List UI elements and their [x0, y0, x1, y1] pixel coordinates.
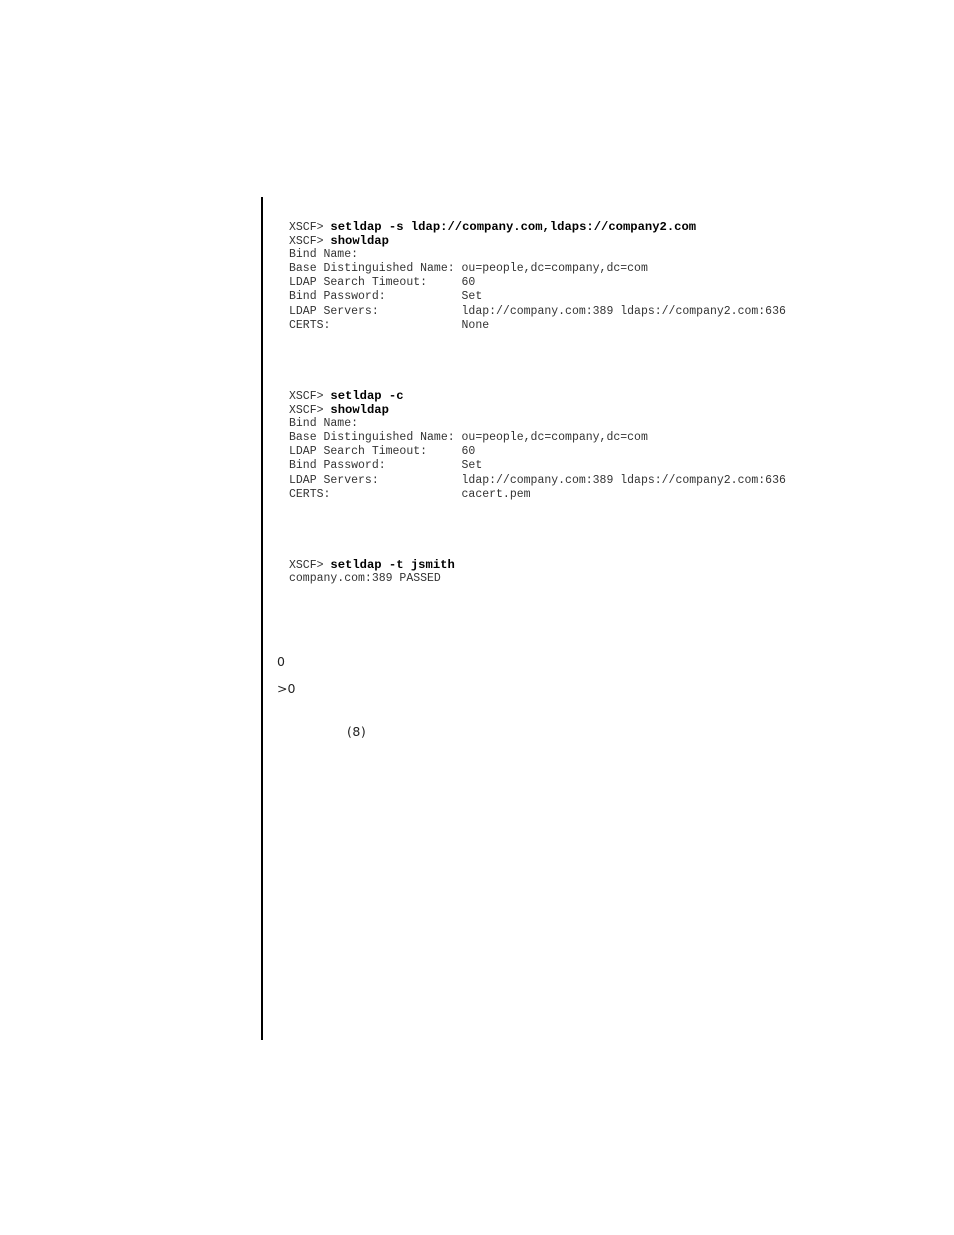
terminal-line — [289, 558, 455, 572]
change-bar — [261, 197, 263, 1040]
shell-prompt: XSCF> — [289, 235, 331, 249]
output-line: LDAP Search Timeout: 60 — [289, 445, 476, 459]
output-line: CERTS: cacert.pem — [289, 487, 531, 501]
see-also-section-ref: (8) — [347, 724, 367, 739]
command-text: showldap — [330, 234, 389, 249]
terminal-line — [289, 403, 786, 417]
terminal-line — [289, 234, 786, 248]
exit-status-greater-than-zero: >0 — [277, 681, 296, 696]
terminal-line — [289, 389, 786, 403]
terminal-line — [289, 220, 786, 234]
command-text: setldap -c — [330, 389, 404, 403]
shell-prompt: XSCF> — [289, 559, 331, 572]
command-text: showldap — [330, 403, 389, 418]
shell-prompt: XSCF> — [289, 404, 331, 418]
output-line: LDAP Search Timeout: 60 — [289, 276, 476, 290]
command-text: setldap -s ldap://company.com,ldaps://company2.com — [330, 220, 697, 234]
output-line: Bind Password: Set — [289, 459, 483, 473]
code-example-import-cert — [289, 389, 786, 502]
output-line: Base Distinguished Name: ou=people,dc=company,dc=com — [289, 431, 648, 445]
shell-prompt: XSCF> — [289, 390, 331, 403]
shell-prompt: XSCF> — [289, 221, 331, 234]
output-line: Bind Name: — [289, 248, 359, 262]
output-line: Base Distinguished Name: ou=people,dc=company,dc=com — [289, 262, 648, 276]
output-line: Bind Name: — [289, 417, 359, 431]
output-line: LDAP Servers: ldap://company.com:389 ldaps://company2.com:636 — [289, 473, 786, 487]
exit-status-zero: 0 — [277, 654, 285, 669]
code-example-set-servers — [289, 220, 786, 333]
code-example-test-user — [289, 558, 455, 586]
output-line: Bind Password: Set — [289, 290, 483, 304]
command-text: setldap -t jsmith — [330, 558, 455, 572]
output-line: CERTS: None — [289, 318, 490, 332]
output-line: LDAP Servers: ldap://company.com:389 ldaps://company2.com:636 — [289, 304, 786, 318]
output-line: company.com:389 PASSED — [289, 572, 441, 586]
